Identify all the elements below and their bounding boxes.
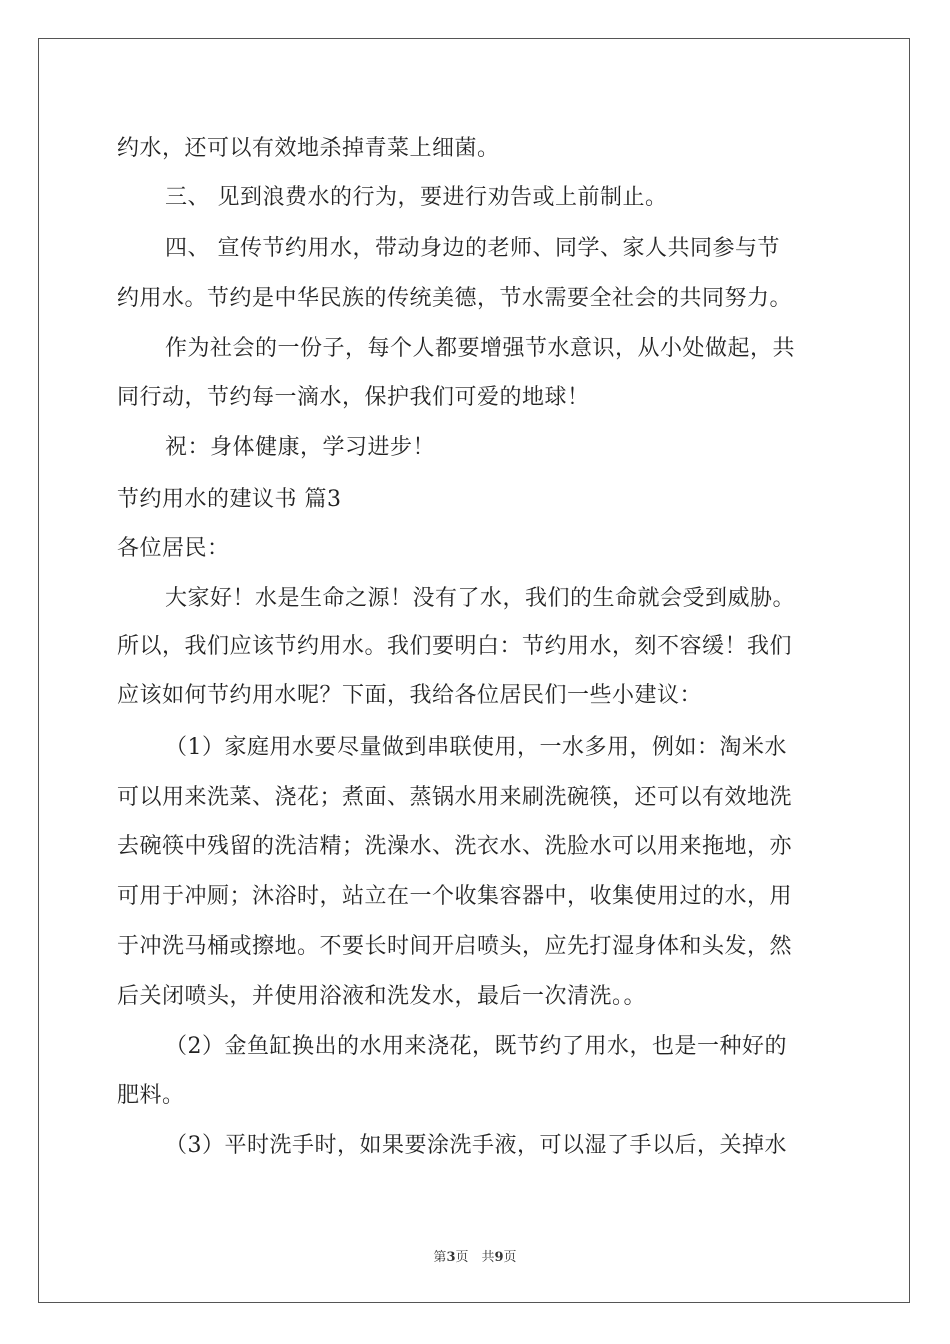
text-line: （3）平时洗手时，如果要涂洗手液，可以湿了手以后，关掉水: [165, 1133, 787, 1158]
text-line: （2）金鱼缸换出的水用来浇花，既节约了用水，也是一种好的: [165, 1034, 787, 1059]
text-line: 三、 见到浪费水的行为，要进行劝告或上前制止。: [165, 185, 668, 210]
section-heading: 节约用水的建议书 篇3: [117, 487, 342, 512]
text-line: 大家好！水是生命之源！没有了水，我们的生命就会受到威胁。: [165, 586, 796, 611]
text-line: 作为社会的一份子，每个人都要增强节水意识，从小处做起，共: [165, 336, 796, 361]
page-border: [38, 38, 910, 1303]
page-footer: [0, 1246, 950, 1265]
text-line: 可以用来洗菜、浇花；煮面、蒸锅水用来刷洗碗筷，还可以有效地洗: [117, 785, 793, 810]
salutation: 各位居民：: [117, 536, 230, 561]
text-line: 祝：身体健康，学习进步！: [165, 435, 436, 460]
text-line: 应该如何节约用水呢？下面，我给各位居民们一些小建议：: [117, 683, 703, 708]
text-line: （1）家庭用水要尽量做到串联使用，一水多用，例如：淘米水: [165, 735, 787, 760]
text-line: 四、 宣传节约用水，带动身边的老师、同学、家人共同参与节: [165, 236, 780, 261]
footer-page-number: 3: [446, 1250, 456, 1265]
footer-total-pages: 9: [494, 1250, 504, 1265]
text-line: 约用水。节约是中华民族的传统美德，节水需要全社会的共同努力。: [117, 286, 793, 311]
footer-mid: 页 共: [455, 1250, 495, 1265]
footer-suffix: 页: [503, 1250, 517, 1265]
text-line: 于冲洗马桶或擦地。不要长时间开启喷头，应先打湿身体和头发，然: [117, 934, 793, 959]
text-line: 去碗筷中残留的洗洁精；洗澡水、洗衣水、洗脸水可以用来拖地，亦: [117, 834, 793, 859]
text-line: 同行动，节约每一滴水，保护我们可爱的地球！: [117, 385, 590, 410]
footer-prefix: 第: [433, 1250, 447, 1265]
text-line: 肥料。: [117, 1083, 185, 1108]
text-line: 所以，我们应该节约用水。我们要明白：节约用水，刻不容缓！我们: [117, 634, 793, 659]
text-line: 后关闭喷头，并使用浴液和洗发水，最后一次清洗。。: [117, 984, 647, 1009]
text-line: 约水，还可以有效地杀掉青菜上细菌。: [117, 136, 500, 161]
text-line: 可用于冲厕；沐浴时，站立在一个收集容器中，收集使用过的水，用: [117, 884, 793, 909]
